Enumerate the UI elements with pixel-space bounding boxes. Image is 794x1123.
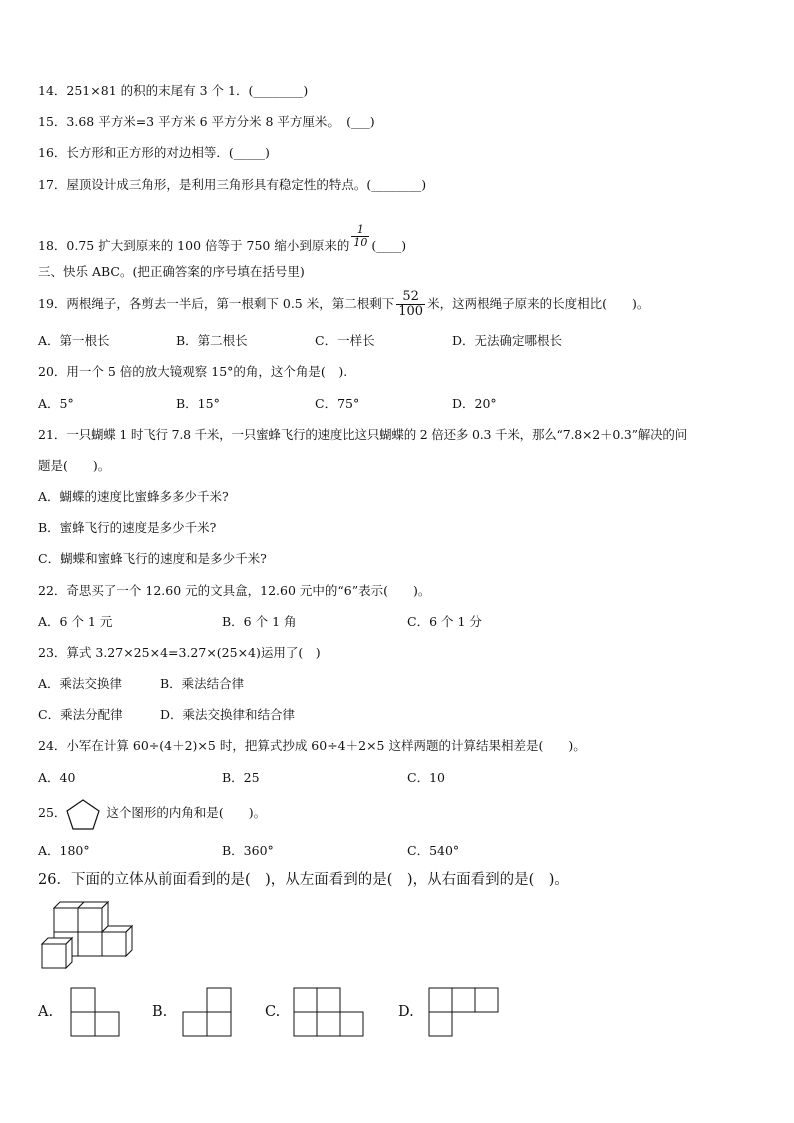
option-a[interactable]: A．乘法交换律 <box>38 676 123 691</box>
question-24 <box>38 738 586 754</box>
question-number: 23． <box>38 645 67 660</box>
question-text: 这个图形的内角和是( )。 <box>106 805 267 820</box>
option-a[interactable]: A. <box>38 1004 54 1020</box>
option-c[interactable]: C．乘法分配律 <box>38 707 123 722</box>
option-d[interactable]: D. <box>398 1004 414 1020</box>
option-c[interactable]: C．一样长 <box>315 333 375 348</box>
question-23 <box>38 645 321 661</box>
question-text: 下面的立体从前面看到的是( )，从左面看到的是( )，从右面看到的是( )。 <box>70 872 569 888</box>
option-c[interactable]: C．6 个 1 分 <box>407 614 482 629</box>
option-a[interactable]: A．蝴蝶的速度比蜜蜂多多少千米? <box>38 489 229 504</box>
option-c[interactable]: C．蝴蝶和蜜蜂飞行的速度和是多少千米? <box>38 551 267 566</box>
section-heading <box>38 264 305 280</box>
option-d[interactable]: D．无法确定哪根长 <box>452 333 563 348</box>
question-16 <box>38 145 270 161</box>
option-c[interactable]: C．10 <box>407 770 445 785</box>
option-a[interactable]: A．180° <box>38 843 90 858</box>
option-d[interactable]: D．20° <box>452 396 497 411</box>
option-d[interactable]: D．乘法交换律和结合律 <box>160 707 296 722</box>
fraction <box>396 290 425 319</box>
option-b[interactable]: B．360° <box>222 843 274 858</box>
option-b[interactable]: B．乘法结合律 <box>160 676 245 691</box>
cube-stack-figure <box>40 902 134 974</box>
option-d-view-icon <box>428 987 500 1037</box>
question-number: 14． <box>38 83 67 98</box>
question-14 <box>38 83 308 99</box>
fraction-denominator: 100 <box>398 304 424 319</box>
question-text: 算式 3.27×25×4=3.27×(25×4)运用了( ) <box>66 645 321 660</box>
question-text: 题是( )。 <box>38 458 111 473</box>
question-number: 26． <box>38 872 71 888</box>
question-number: 19． <box>38 296 67 311</box>
option-b[interactable]: B．25 <box>222 770 260 785</box>
question-number: 24． <box>38 738 67 753</box>
option-a-view-icon <box>70 987 120 1037</box>
question-26 <box>38 872 569 888</box>
question-19 <box>38 286 649 322</box>
option-a[interactable]: A．第一根长 <box>38 333 110 348</box>
question-text: 小军在计算 60÷(4＋2)×5 时，把算式抄成 60÷4＋2×5 这样两题的计算结果相差是( )。 <box>66 738 586 753</box>
question-17 <box>38 177 426 193</box>
option-b[interactable]: B．15° <box>176 396 220 411</box>
option-c[interactable]: C．75° <box>315 396 360 411</box>
question-text: 屋顶设计成三角形，是利用三角形具有稳定性的特点。(________) <box>66 177 427 192</box>
option-a[interactable]: A．6 个 1 元 <box>38 614 113 629</box>
question-text: 一只蝴蝶 1 时飞行 7.8 千米，一只蜜蜂飞行的速度比这只蝴蝶的 2 倍还多 0.3 千米，那么“7.8×2＋0.3”解决的问 <box>66 427 688 442</box>
question-text: 0.75 扩大到原来的 100 倍等于 750 缩小到原来的 <box>66 238 350 253</box>
section-title: 三、快乐 ABC。(把正确答案的序号填在括号里) <box>38 264 305 279</box>
question-21-continued <box>38 458 110 474</box>
fraction <box>351 224 369 249</box>
option-b[interactable]: B．6 个 1 角 <box>222 614 297 629</box>
option-b[interactable]: B．蜜蜂飞行的速度是多少千米? <box>38 520 217 535</box>
option-c-view-icon <box>293 987 365 1037</box>
question-21 <box>38 427 687 443</box>
question-text: 251×81 的积的末尾有 3 个 1．(________) <box>66 83 309 98</box>
option-b-view-icon <box>182 987 232 1037</box>
question-number: 15． <box>38 114 67 129</box>
question-text: 奇思买了一个 12.60 元的文具盒，12.60 元中的“6”表示( )。 <box>66 583 431 598</box>
question-text-end: 米，这两根绳子原来的长度相比( )。 <box>427 296 650 311</box>
question-number: 21． <box>38 427 67 442</box>
question-text: 3.68 平方米=3 平方米 6 平方分米 8 平方厘米。 (___) <box>66 114 375 129</box>
question-text: 长方形和正方形的对边相等．(_____) <box>66 145 270 160</box>
question-number: 16． <box>38 145 67 160</box>
question-text: 用一个 5 倍的放大镜观察 15°的角，这个角是( ). <box>66 364 348 379</box>
question-22 <box>38 583 430 599</box>
option-b[interactable]: B．第二根长 <box>176 333 248 348</box>
question-18 <box>38 224 406 259</box>
question-15 <box>38 114 375 130</box>
question-20 <box>38 364 347 380</box>
fraction-denominator: 10 <box>353 236 368 249</box>
option-b[interactable]: B. <box>152 1004 168 1020</box>
question-text: 两根绳子，各剪去一半后，第一根剩下 0.5 米，第二根剩下 <box>66 296 395 311</box>
question-number: 20． <box>38 364 67 379</box>
fraction-numerator: 1 <box>351 224 369 237</box>
question-number: 25． <box>38 805 67 820</box>
pentagon-icon <box>65 798 101 832</box>
option-c[interactable]: C．540° <box>407 843 460 858</box>
question-answer-blank: (____) <box>371 238 407 253</box>
option-a[interactable]: A．40 <box>38 770 76 785</box>
question-number: 17． <box>38 177 67 192</box>
question-number: 22． <box>38 583 67 598</box>
question-number: 18． <box>38 238 67 253</box>
fraction-numerator: 52 <box>396 290 425 305</box>
option-c[interactable]: C. <box>265 1004 281 1020</box>
option-a[interactable]: A．5° <box>38 396 74 411</box>
